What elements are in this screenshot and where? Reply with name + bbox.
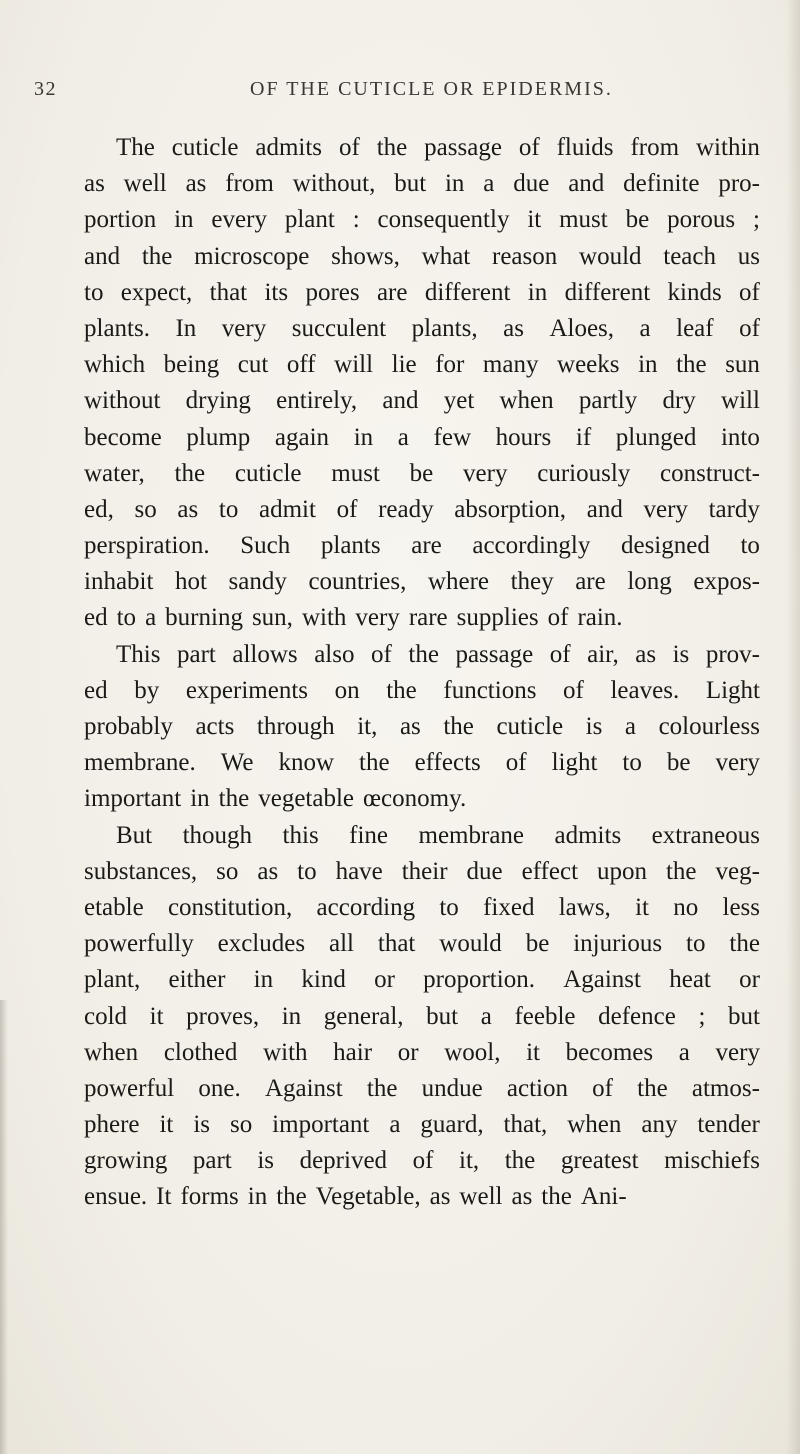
text-line: The cuticle admits of the passage of fluids from within [116,134,760,161]
text-line: membrane. We know the effects of light to be very [84,749,760,777]
running-head: OF THE CUTICLE OR EPIDERMIS. [250,78,613,100]
text-line: etable constitution, according to fixed laws, it no less [84,893,760,921]
text-line: ed to a burning sun, with very rare supplies of rain. [84,604,623,632]
page-number: 32 [34,78,57,100]
text-line: as well as from without, but in a due and definite pro- [84,170,760,198]
text-line: and the microscope shows, what reason would teach us [84,242,760,270]
text-line: inhabit hot sandy countries, where they are long expos- [84,568,760,596]
text-line: plants. In very succulent plants, as Aloes, a leaf of [84,314,760,342]
text-line: powerfully excludes all that would be injurious to the [84,930,760,958]
text-line: This part allows also of the passage of air, as is prov- [116,640,760,668]
binding-shadow [0,1000,8,1454]
text-line: when clothed with hair or wool, it becomes a very [84,1038,760,1066]
body-text [84,130,760,1216]
text-line: probably acts through it, as the cuticle is a colourless [84,713,760,740]
text-line: cold it proves, in general, but a feeble defence ; but [84,1002,760,1030]
text-line: But though this fine membrane admits extraneous [116,821,760,849]
text-line: to expect, that its pores are different in different kinds of [84,278,760,306]
page-edge-shadow [786,0,800,1454]
text-line: which being cut off will lie for many weeks in the sun [84,351,760,379]
text-line: powerful one. Against the undue action of the atmos- [84,1074,760,1102]
text-line: plant, either in kind or proportion. Against heat or [84,966,760,994]
text-line: ed by experiments on the functions of leaves. Light [84,676,760,704]
text-line: ensue. It forms in the Vegetable, as well as the Ani- [84,1183,627,1211]
text-line: become plump again in a few hours if plunged into [84,423,760,451]
text-line: important in the vegetable œconomy. [84,785,467,813]
text-line: growing part is deprived of it, the greatest mischiefs [84,1147,760,1175]
text-line: portion in every plant : consequently it must be porous ; [84,206,760,234]
text-line: without drying entirely, and yet when partly dry will [84,387,760,415]
text-line: ed, so as to admit of ready absorption, and very tardy [84,495,760,523]
text-line: perspiration. Such plants are accordingly designed to [84,532,760,560]
text-line: water, the cuticle must be very curiously construct- [84,459,760,487]
page-header [34,78,760,112]
text-line: phere it is so important a guard, that, when any tender [84,1111,760,1139]
text-line: substances, so as to have their due effect upon the veg- [84,857,760,885]
